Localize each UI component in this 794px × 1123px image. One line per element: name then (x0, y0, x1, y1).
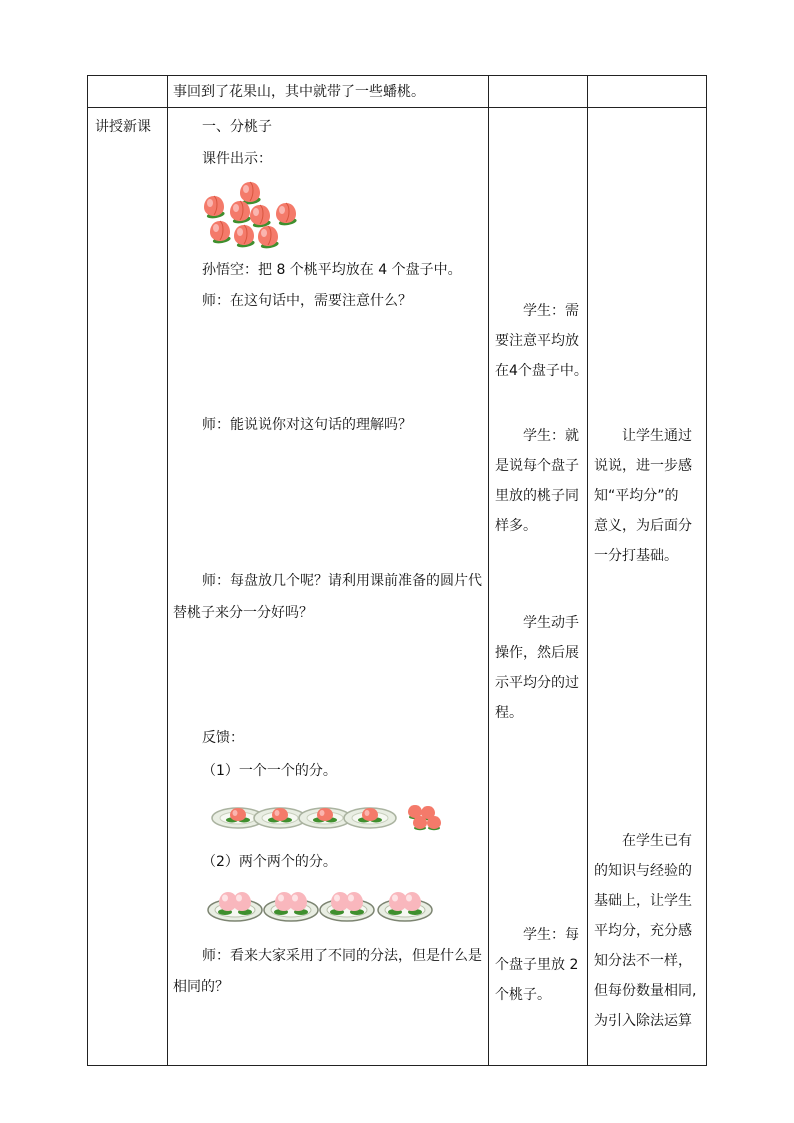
method-1-label: （1）一个一个的分。 (202, 763, 337, 779)
sun-wukong-line: 孙悟空：把 8 个桃平均放在 4 个盘子中。 (202, 262, 462, 278)
student-answer-3 (495, 608, 588, 728)
student-answer-line: 个盘子里放 2 (495, 957, 579, 973)
col-divider-3 (587, 75, 588, 1066)
student-answer-line: 里放的桃子同 (495, 488, 579, 504)
col-divider-1 (167, 75, 168, 1066)
top-row-text: 事回到了花果山，其中就带了一些蟠桃。 (173, 84, 425, 100)
student-answer-line: 学生：每 (523, 927, 579, 943)
intent-line: 知分法不一样， (594, 953, 692, 969)
intent-line: 知“平均分”的 (594, 488, 679, 504)
col-divider-2 (488, 75, 489, 1066)
table-right-border (706, 75, 707, 1066)
student-answer-line: 学生：就 (523, 428, 579, 444)
student-answer-line: 个桃子。 (495, 987, 551, 1003)
intent-line: 在学生已有 (622, 833, 692, 849)
student-answer-2 (495, 421, 588, 541)
teacher-question-2: 师：能说说你对这句话的理解吗？ (202, 417, 412, 433)
student-answer-line: 学生：需 (523, 303, 579, 319)
row-divider (87, 107, 707, 108)
student-answer-1 (495, 296, 588, 386)
intent-line: 基础上，让学生 (594, 893, 692, 909)
design-intent-2 (594, 826, 704, 1036)
intent-line: 意义，为后面分 (594, 518, 692, 534)
peach-cluster-illustration (198, 180, 308, 248)
student-answer-line: 是说每个盘子 (495, 458, 579, 474)
teacher-question-4-line1: 师：看来大家采用了不同的分法，但是什么是 (202, 948, 482, 964)
student-answer-4 (495, 920, 588, 1010)
intent-line: 让学生通过 (622, 428, 692, 444)
student-answer-line: 在4个盘子中。 (495, 363, 588, 379)
student-answer-line: 程。 (495, 705, 523, 721)
teacher-question-3-line2: 替桃子来分一分好吗？ (173, 605, 313, 621)
section-label: 讲授新课 (95, 119, 151, 135)
table-left-border (87, 75, 88, 1066)
student-answer-line: 样多。 (495, 518, 537, 534)
feedback-label: 反馈： (202, 730, 244, 746)
one-by-one-plates-illustration (210, 800, 450, 836)
teacher-question-4-line2: 相同的？ (173, 979, 229, 995)
student-answer-line: 学生动手 (523, 615, 579, 631)
table-bottom-border (87, 1065, 707, 1066)
intent-line: 的知识与经验的 (594, 863, 692, 879)
teacher-question-3-line1: 师：每盘放几个呢？请利用课前准备的圆片代 (202, 573, 482, 589)
student-answer-line: 示平均分的过 (495, 675, 579, 691)
student-answer-line: 要注意平均放 (495, 333, 579, 349)
student-answer-line: 操作，然后展 (495, 645, 579, 661)
intent-line: 为引入除法运算 (594, 1013, 692, 1029)
two-by-two-plates-illustration (205, 884, 440, 928)
teacher-question-1: 师：在这句话中，需要注意什么？ (202, 293, 412, 309)
design-intent-1 (594, 421, 704, 571)
intent-line: 但每份数量相同, (594, 983, 697, 999)
method-2-label: （2）两个两个的分。 (202, 854, 337, 870)
intent-line: 说说，进一步感 (594, 458, 692, 474)
courseware-label: 课件出示： (202, 151, 272, 167)
section-heading: 一、分桃子 (202, 119, 272, 135)
table-top-border (87, 75, 707, 76)
intent-line: 平均分，充分感 (594, 923, 692, 939)
intent-line: 一分打基础。 (594, 548, 678, 564)
